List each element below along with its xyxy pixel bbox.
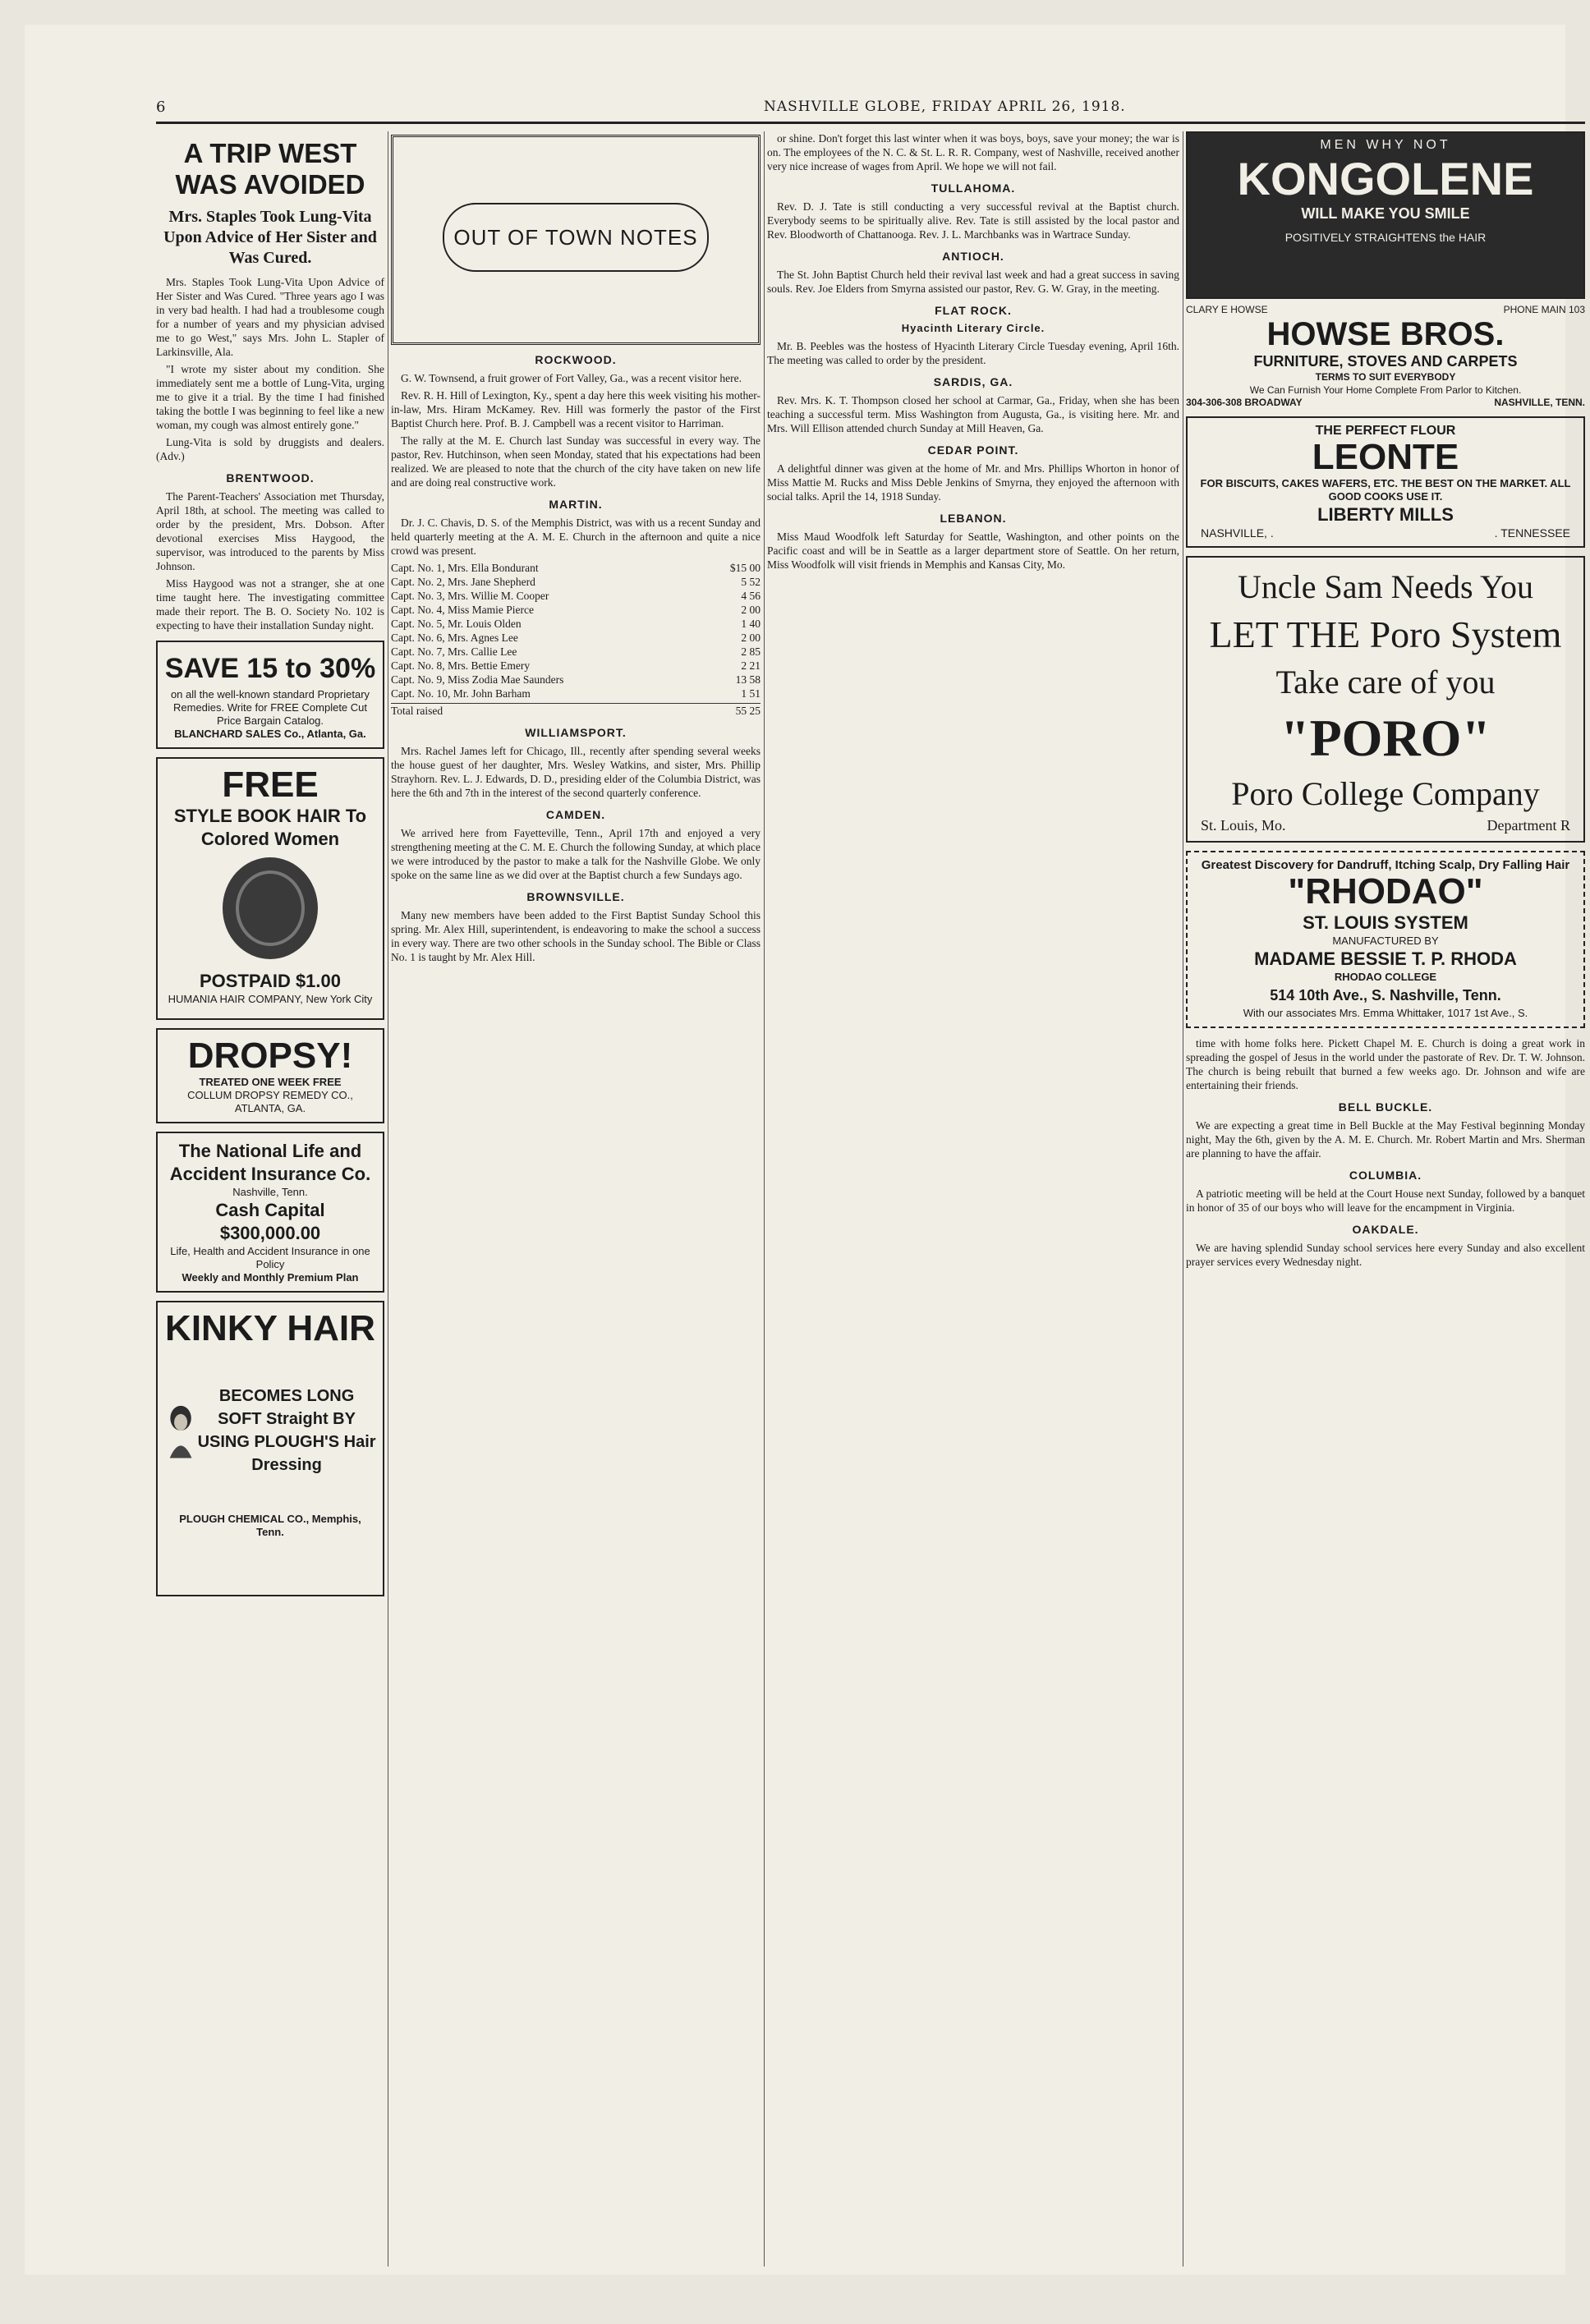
ad-title: KINKY HAIR — [165, 1308, 375, 1348]
report-row: Capt. No. 9, Miss Zodia Mae Saunders 13 58 — [391, 673, 761, 686]
ad-department: Department R — [1487, 817, 1570, 834]
story-paragraph: or shine. Don't forget this last winter when it was boys, boys, save your money; the war is on. The employees of the N. C. & St. L. R. R. Company, west of Nashville, received another very nice increase of wages from April. We hope we will not fail. — [767, 132, 1179, 172]
story-paragraph: Rev. D. J. Tate is still conducting a very successful revival at the Baptist church. Everybody seems to be spiritually alive. Rev. Tate is still assisted by the local pastor and Rev. Bloodworth of Chattanooga. Rev. J. L. Marchbanks was in Wartrace Sunday. — [767, 200, 1179, 241]
dropsy-ad — [156, 1028, 384, 1123]
ad-company: HUMANIA HAIR COMPANY, New York City — [168, 993, 373, 1005]
page-number: 6 — [156, 99, 166, 116]
ad-company: COLLUM DROPSY REMEDY CO., ATLANTA, GA. — [187, 1089, 353, 1114]
section-heading: MARTIN. — [549, 498, 603, 511]
ad-city: NASHVILLE, . — [1201, 526, 1274, 540]
section-heading: BELL BUCKLE. — [1338, 1100, 1433, 1114]
ad-line: We Can Furnish Your Home Complete From Parlor to Kitchen. — [1249, 384, 1522, 396]
ad-subtitle: FURNITURE, STOVES AND CARPETS — [1253, 353, 1518, 370]
ad-system: ST. LOUIS SYSTEM — [1303, 912, 1468, 933]
section-heading: FLAT ROCK. — [935, 304, 1012, 317]
ad-company: BLANCHARD SALES Co., Atlanta, Ga. — [174, 728, 366, 740]
ad-place: Nashville, Tenn. — [232, 1186, 308, 1198]
section-heading: CEDAR POINT. — [927, 443, 1019, 457]
story-paragraph: We are having splendid Sunday school services here every Sunday and also excellent prayer services every Wednesday night. — [1186, 1242, 1585, 1268]
ad-address: 514 10th Ave., S. Nashville, Tenn. — [1270, 987, 1501, 1004]
ad-line: Weekly and Monthly Premium Plan — [182, 1271, 359, 1284]
section-heading: ROCKWOOD. — [535, 353, 617, 366]
hair-switch-icon — [213, 851, 328, 966]
report-row: Capt. No. 2, Mrs. Jane Shepherd 5 52 — [391, 576, 761, 588]
ad-line: MANUFACTURED BY — [1332, 935, 1439, 947]
leonte-flour-ad — [1186, 416, 1585, 548]
section-heading: CAMDEN. — [545, 808, 606, 821]
story-paragraph: G. W. Townsend, a fruit grower of Fort Valley, Ga., was a recent visitor here. — [401, 372, 742, 384]
section-heading: WILLIAMSPORT. — [525, 726, 627, 739]
ad-title: SAVE 15 to 30% — [164, 653, 376, 684]
story-paragraph: Many new members have been added to the First Baptist Sunday School this spring. Mr. Alex Hill, superintendent, is endeavoring to make the school a success in every way. There are two other schools in the Sunday school. The Bible or Class No. 1 is taught by Mr. Alex Hill. — [391, 909, 761, 963]
rhodao-ad — [1186, 851, 1585, 1028]
column-1 — [156, 131, 384, 1605]
ad-state: . TENNESSEE — [1494, 526, 1570, 540]
ad-title: The National Life and Accident Insurance Co. — [169, 1141, 371, 1184]
story-paragraph: Mrs. Rachel James left for Chicago, Ill., recently after spending several weeks the house guest of her daughter, Mrs. Wesley Watkins, and sister, Mrs. Phillip Strayhorn. Rev. L. J. Edwards, D. D., presiding elder of the Columbia District, was here the 6th and 7th in the interest of the second quarterly conference. — [391, 745, 761, 799]
ad-subtitle: TREATED ONE WEEK FREE — [199, 1076, 342, 1088]
story-paragraph: Dr. J. C. Chavis, D. S. of the Memphis District, was with us a recent Sunday and held quarterly meeting at the A. M. E. Church in the afternoon and quite a nice crowd was present. — [391, 517, 761, 557]
report-row: Capt. No. 3, Mrs. Willie M. Cooper 4 56 — [391, 590, 761, 602]
report-row: Capt. No. 6, Mrs. Agnes Lee 2 00 — [391, 632, 761, 644]
ad-text: on all the well-known standard Proprietary Remedies. Write for FREE Complete Cut Price Bargain Catalog. — [170, 688, 370, 727]
report-row: Capt. No. 1, Mrs. Ella Bondurant $15 00 — [391, 562, 761, 574]
ad-brand: HOWSE BROS. — [1266, 316, 1505, 352]
story-paragraph: Lung-Vita is sold by druggists and dealers. (Adv.) — [156, 436, 384, 462]
woman-portrait-icon — [164, 1348, 197, 1513]
section-heading: LEBANON. — [940, 512, 1007, 525]
story-paragraph: Mr. B. Peebles was the hostess of Hyacinth Literary Circle Tuesday evening, April 16th. The meeting was called to order by the president. — [767, 340, 1179, 366]
ad-city: NASHVILLE, TENN. — [1494, 397, 1585, 408]
story-paragraph: Miss Haygood was not a stranger, she at one time taught here. The investigating committee made their report. The B. O. Society No. 102 is expecting to have their installation Sunday night. — [156, 577, 384, 632]
story-paragraph: Rev. R. H. Hill of Lexington, Ky., spent a day here this week visiting his mother-in-law, Mrs. Hiram McKamey. Rev. Hill was formerly the pastor of the First Baptist Church here. Prof. B. J. Campbell was a recent visitor to Harriman. — [391, 389, 761, 429]
ad-line: Uncle Sam Needs You — [1238, 568, 1533, 605]
column-4 — [1186, 131, 1585, 1272]
section-heading: BROWNSVILLE. — [526, 890, 625, 903]
ad-name: CLARY E HOWSE — [1186, 304, 1268, 315]
ad-brand: KONGOLENE — [1237, 153, 1534, 204]
section-subheading: Hyacinth Literary Circle. — [901, 322, 1045, 334]
ad-line: LET THE Poro System — [1209, 613, 1562, 655]
ad-line: Life, Health and Accident Insurance in one Policy — [170, 1245, 370, 1270]
story-paragraph: We arrived here from Fayetteville, Tenn., April 17th and enjoyed a very strengthening meeting at the C. M. E. Church the following Sunday, at which place we were introduced by the pastor to make a talk for the Nashville Globe. We only spoke on the same line as we did over at the Baptist church a few Sundays ago. — [391, 827, 761, 881]
kinky-hair-ad — [156, 1301, 384, 1596]
story-paragraph: A delightful dinner was given at the home of Mr. and Mrs. Phillips Whorton in honor of Miss Mattie M. Rucks and Miss Deble Jenkins of Smyrna, they enjoyed the afternoon with social talks. April the 14, 1918 Sunday. — [767, 462, 1179, 503]
ad-top-line: MEN WHY NOT — [1320, 138, 1451, 152]
ad-company: Poro College Company — [1231, 775, 1540, 812]
subhead: Mrs. Staples Took Lung-Vita Upon Advice of Her Sister and Was Cured. — [163, 208, 377, 267]
story-paragraph: "I wrote my sister about my condition. She immediately sent me a bottle of Lung-Vita, urging me to give it a trial. By the time I had finished taking the bottle I was beginning to feel like a new woman, my cough was almost entirely gone." — [156, 363, 384, 431]
section-banner — [391, 135, 761, 345]
hair-style-ad — [156, 757, 384, 1020]
column-2 — [391, 131, 761, 967]
headline: A TRIP WEST WAS AVOIDED — [175, 138, 365, 200]
ad-text: BECOMES LONG SOFT Straight BY USING PLOUGH'S Hair Dressing — [197, 1387, 376, 1474]
story-paragraph: Miss Maud Woodfolk left Saturday for Seattle, Washington, and other points on the Pacific coast and will be in Seattle as a larger department store of Seattle. On her return, Miss Woodfolk will visit friends in Memphis and Kansas City, Mo. — [767, 530, 1179, 571]
ad-line: FOR BISCUITS, CAKES WAFERS, ETC. THE BEST ON THE MARKET. ALL GOOD COOKS USE IT. — [1200, 477, 1571, 503]
story-paragraph: A patriotic meeting will be held at the Court House next Sunday, followed by a banquet in honor of 35 of our boys who will leave for the encampment in Virginia. — [1186, 1187, 1585, 1214]
ad-line: POSITIVELY STRAIGHTENS the HAIR — [1284, 231, 1487, 244]
ad-mills: LIBERTY MILLS — [1317, 504, 1454, 525]
report-row: Capt. No. 7, Mrs. Callie Lee 2 85 — [391, 645, 761, 658]
ad-address: 304-306-308 BROADWAY — [1186, 397, 1303, 408]
story-paragraph: Rev. Mrs. K. T. Thompson closed her school at Carmar, Ga., Friday, when she has been teaching a successful term. Miss Washington from Augusta, Ga., is visiting here. Mr. and Mrs. Will Ellison attended church Sunday at Mill Heaven, Ga. — [767, 394, 1179, 434]
howse-bros-ad — [1186, 304, 1585, 408]
story-paragraph: The rally at the M. E. Church last Sunday was successful in every way. The pastor, Rev. Hutchinson, when seen Monday, stated that his expectations had been realized. We are pleased to note that the church of the city have taken on new life and are doing real constructive work. — [391, 434, 761, 489]
save-ad — [156, 641, 384, 749]
ad-line: Take care of you — [1275, 664, 1496, 700]
ad-top-line: THE PERFECT FLOUR — [1315, 424, 1456, 438]
rally-report — [391, 561, 761, 718]
ad-capital: Cash Capital $300,000.00 — [215, 1200, 325, 1243]
ad-terms: TERMS TO SUIT EVERYBODY — [1315, 371, 1456, 383]
story-paragraph: time with home folks here. Pickett Chapel M. E. Church is doing a great work in spreading the gospel of Jesus in the world under the pastorate of Rev. Dr. T. W. Johnson. The church is being rebuilt that burned a few weeks ago. Dr. Johnson and wife are entertaining their friends. — [1186, 1037, 1585, 1091]
ad-title: DROPSY! — [187, 1036, 353, 1076]
story-paragraph: The St. John Baptist Church held their revival last week and had a great success in saving souls. Rev. Joe Elders from Smyrna assisted our pastor, Rev. G. W. Gray, in the meeting. — [767, 269, 1179, 295]
ad-brand: "PORO" — [1280, 709, 1491, 767]
ad-price: POSTPAID $1.00 — [200, 971, 341, 991]
ad-tagline: WILL MAKE YOU SMILE — [1301, 205, 1470, 222]
section-heading: COLUMBIA. — [1349, 1169, 1422, 1182]
ad-brand: LEONTE — [1312, 437, 1459, 477]
section-heading: BRENTWOOD. — [226, 471, 315, 485]
ad-note: With our associates Mrs. Emma Whittaker, 1017 1st Ave., S. — [1243, 1007, 1528, 1019]
report-row: Capt. No. 10, Mr. John Barham 1 51 — [391, 687, 761, 700]
ad-subtitle: STYLE BOOK HAIR To Colored Women — [173, 806, 367, 849]
section-heading: TULLAHOMA. — [931, 181, 1016, 195]
report-row: Capt. No. 4, Miss Mamie Pierce 2 00 — [391, 604, 761, 616]
story-paragraph: The Parent-Teachers' Association met Thursday, April 18th, at school. The meeting was called to order by the president, Mrs. Dobson. After devotional exercises Miss Haygood, the supervisor, was introduced to the parents by Miss Johnson. — [156, 490, 384, 572]
section-heading: OAKDALE. — [1352, 1223, 1419, 1236]
column-divider — [764, 131, 765, 2267]
section-heading: ANTIOCH. — [942, 250, 1004, 263]
ad-name: MADAME BESSIE T. P. RHODA — [1254, 948, 1517, 969]
ad-top-line: Greatest Discovery for Dandruff, Itching Scalp, Dry Falling Hair — [1201, 858, 1570, 872]
insurance-ad — [156, 1132, 384, 1293]
newspaper-page — [25, 25, 1585, 2275]
story-paragraph: We are expecting a great time in Bell Buckle at the May Festival beginning Monday night, May the 6th, given by the A. M. E. Church. Mr. Robert Martin and Mrs. Sherman are planning to have the affair. — [1186, 1119, 1585, 1160]
ad-college: RHODAO COLLEGE — [1334, 971, 1437, 983]
report-row: Capt. No. 5, Mr. Louis Olden 1 40 — [391, 618, 761, 630]
poro-ad — [1186, 556, 1585, 843]
story-paragraph: Mrs. Staples Took Lung-Vita Upon Advice of Her Sister and Was Cured. "Three years ago I was in very bad health. I had had a troublesome cough for a number of years and my physician advised me to go West," says Mrs. John L. Stapler of Larkinsville, Ala. — [156, 276, 384, 358]
masthead: NASHVILLE GLOBE, FRIDAY APRIL 26, 1918. — [764, 99, 1126, 115]
report-row: Capt. No. 8, Mrs. Bettie Emery 2 21 — [391, 659, 761, 672]
ad-brand: "RHODAO" — [1288, 871, 1483, 912]
ad-company: PLOUGH CHEMICAL CO., Memphis, Tenn. — [179, 1513, 361, 1538]
report-total: Total raised 55 25 — [391, 705, 761, 717]
ad-city: St. Louis, Mo. — [1201, 817, 1286, 834]
ad-title: FREE — [222, 765, 319, 805]
header-rule — [156, 122, 1585, 124]
kongolene-ad — [1186, 131, 1585, 299]
ad-phone: PHONE MAIN 103 — [1503, 304, 1585, 315]
column-3 — [767, 131, 1179, 575]
section-heading: SARDIS, GA. — [933, 375, 1013, 388]
banner-title: OUT OF TOWN NOTES — [443, 203, 709, 272]
